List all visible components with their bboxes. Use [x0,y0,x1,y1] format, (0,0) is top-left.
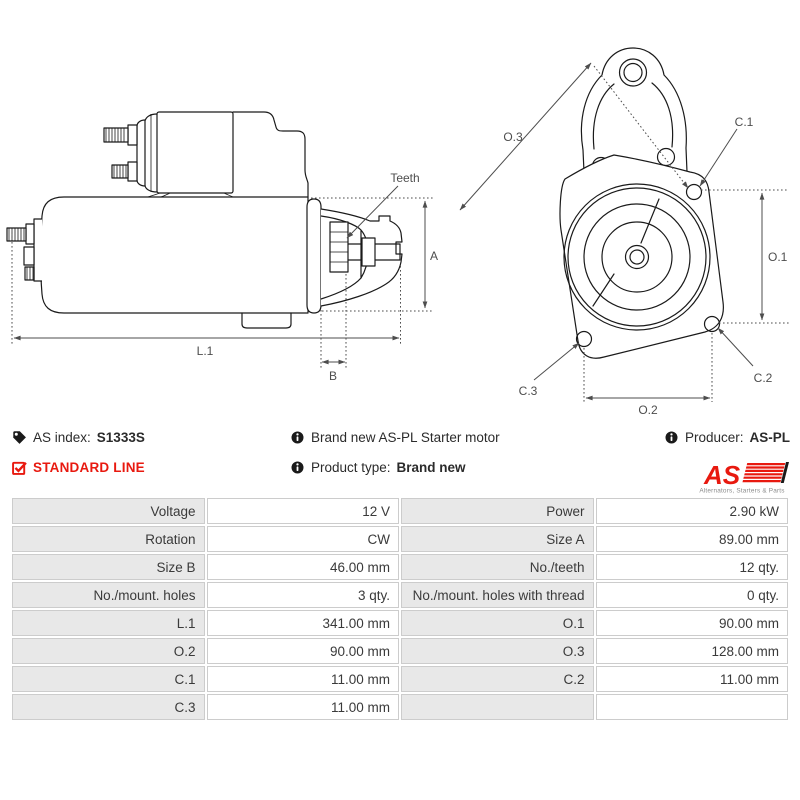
spec-label-cell: Power [401,498,594,524]
spec-label-cell: No./teeth [401,554,594,580]
spec-value-cell: 89.00 mm [596,526,789,552]
spec-label-cell: C.3 [12,694,205,720]
spec-value-cell: 46.00 mm [207,554,400,580]
spec-label-cell: Rotation [12,526,205,552]
spec-value-cell [596,694,789,720]
technical-drawing-front-view [460,48,789,417]
dim-label-teeth: Teeth [390,171,420,185]
dim-label-o1: O.1 [768,250,788,264]
producer-value: AS-PL [749,429,790,445]
dim-label-o2: O.2 [638,403,658,417]
spec-value-cell: 2.90 kW [596,498,789,524]
spec-value-cell: 11.00 mm [596,666,789,692]
logo-caption: Alternators, Starters & Parts [699,487,785,494]
dim-label-c2: C.2 [753,371,773,385]
spec-value-cell: 12 V [207,498,400,524]
dim-label-c3: C.3 [518,384,538,398]
table-row [12,666,788,692]
product-info-row [10,427,790,493]
producer-label: Producer: [684,429,744,445]
table-row [12,610,788,636]
standard-line [12,457,145,477]
spec-value-cell: 0 qty. [596,582,789,608]
spec-value-cell: 90.00 mm [596,610,789,636]
spec-value-cell: 90.00 mm [207,638,400,664]
table-row [12,638,788,664]
product-type-value: Brand new [396,459,466,475]
spec-label-cell: No./mount. holes with thread [401,582,594,608]
spec-value-cell: CW [207,526,400,552]
spec-label-cell: Size A [401,526,594,552]
spec-label-cell: O.1 [401,610,594,636]
as-index-label: AS index: [33,429,91,445]
spec-table [10,496,790,722]
dim-label-c1: C.1 [734,115,754,129]
dim-label-a: A [430,249,439,263]
table-row [12,694,788,720]
table-row [12,526,788,552]
logo-text: AS [704,460,741,490]
dim-label-l1: L.1 [196,344,214,358]
tag-icon [12,430,27,445]
technical-drawing-side-view [7,112,438,383]
product-description: Brand new AS-PL Starter motor [311,429,500,445]
info-icon [664,430,679,445]
as-index-line [12,427,145,447]
info-icon [290,460,305,475]
product-type-label: Product type: [311,459,391,475]
spec-value-cell: 341.00 mm [207,610,400,636]
spec-label-cell: L.1 [12,610,205,636]
as-index-value: S1333S [96,429,145,445]
spec-value-cell: 11.00 mm [207,694,400,720]
product-type-line [290,457,500,477]
table-row [12,582,788,608]
spec-value-cell: 12 qty. [596,554,789,580]
spec-label-cell: Size B [12,554,205,580]
description-line [290,427,500,447]
checkbox-checked-icon [12,460,27,475]
spec-label-cell: O.2 [12,638,205,664]
spec-value-cell: 11.00 mm [207,666,400,692]
dim-label-o3: O.3 [503,130,523,144]
spec-value-cell: 128.00 mm [596,638,789,664]
producer-line [664,427,790,447]
standard-line-label: STANDARD LINE [33,459,145,475]
table-row [12,498,788,524]
spec-label-cell: C.1 [12,666,205,692]
spec-label-cell [401,694,594,720]
table-row [12,554,788,580]
as-pl-logo [690,460,790,494]
spec-value-cell: 3 qty. [207,582,400,608]
dim-label-b: B [328,369,338,383]
spec-label-cell: C.2 [401,666,594,692]
spec-label-cell: Voltage [12,498,205,524]
spec-label-cell: No./mount. holes [12,582,205,608]
info-icon [290,430,305,445]
spec-label-cell: O.3 [401,638,594,664]
